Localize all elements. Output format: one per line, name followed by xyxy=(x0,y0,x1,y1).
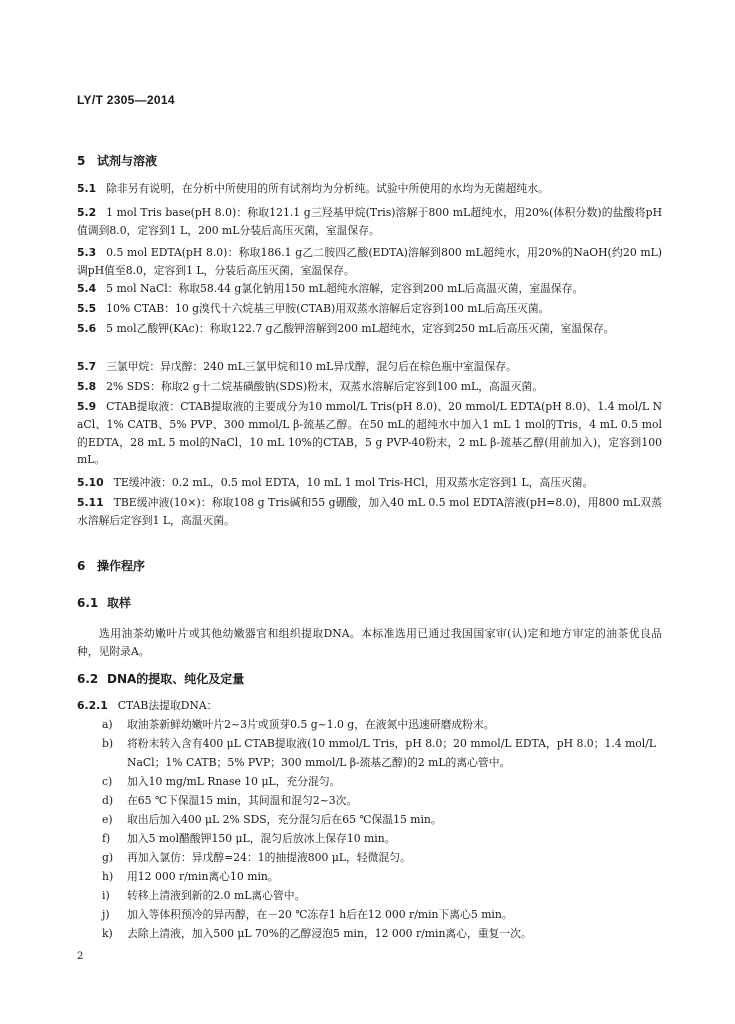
clause-5-3 xyxy=(77,244,662,280)
section-6-heading xyxy=(77,557,145,574)
step-text: 转移上清液到新的2.0 mL离心管中。 xyxy=(127,889,306,902)
clause-text: 10% CTAB：10 g溴代十六烷基三甲胺(CTAB)用双蒸水溶解后定容到100 mL后高压灭菌。 xyxy=(106,302,550,315)
clause-text: 三氯甲烷：异戊醇：240 mL三氯甲烷和10 mL异戊醇，混匀后在棕色瓶中室温保存。 xyxy=(106,360,517,373)
clause-number: 5.5 xyxy=(77,302,97,315)
subsection-number: 6.1 xyxy=(77,596,99,610)
clause-text: CTAB提取液：CTAB提取液的主要成分为10 mmol/L Tris(pH 8.0)、20 mmol/L EDTA(pH 8.0)、1.4 mol/L NaCl、1% CATB、5% PVP、300 mmol/L β-巯基乙醇。在50 mL的超纯水中加入1 mL 1 mol的Tris，4 mL 0.5 mol的EDTA，28 mL 5 mol的NaCl，10 mL 10%的CTAB，5 g PVP-40粉末，2 mL β-巯基乙醇(用前加入)，定容到100 mL。 xyxy=(77,400,662,467)
procedure-step xyxy=(77,715,662,734)
clause-5-11 xyxy=(77,494,662,530)
clause-text: 1 mol Tris base(pH 8.0)：称取121.1 g三羟基甲烷(Tris)溶解于800 mL超纯水，用20%(体积分数)的盐酸将pH值调到8.0，定容到1 L，200 mL分装后高压灭菌，室温保存。 xyxy=(77,206,662,237)
procedure-step xyxy=(77,867,662,886)
clause-text: CTAB法提取DNA： xyxy=(117,699,218,712)
clause-5-5 xyxy=(77,300,662,318)
procedure-step xyxy=(77,886,662,905)
step-letter: k) xyxy=(102,927,113,940)
clause-number: 5.10 xyxy=(77,476,104,489)
section-title: 试剂与溶液 xyxy=(97,154,158,168)
clause-number: 5.7 xyxy=(77,360,97,373)
subsection-6-2-heading xyxy=(77,670,244,687)
subsection-6-1-text: 选用油茶幼嫩叶片或其他幼嫩器官和组织提取DNA。本标准选用已通过我国国家审(认)定和地方审定的油茶优良品种，见附录A。 xyxy=(77,627,662,658)
section-5-heading xyxy=(77,152,157,169)
clause-text: TBE缓冲液(10×)：称取108 g Tris碱和55 g硼酸，加入40 mL 0.5 mol EDTA溶液(pH=8.0)，用800 mL双蒸水溶解后定容到1 L，高温灭菌。 xyxy=(77,496,662,527)
clause-text: 0.5 mol EDTA(pH 8.0)：称取186.1 g乙二胺四乙酸(EDTA)溶解到800 mL超纯水，用20%的NaOH(约20 mL)调pH值至8.0，定容到1 L，分装后高压灭菌，室温保存。 xyxy=(77,246,662,277)
clause-5-2 xyxy=(77,204,662,240)
step-letter: h) xyxy=(102,870,114,883)
step-text: 取油茶新鲜幼嫩叶片2~3片或顶芽0.5 g~1.0 g，在液氮中迅速研磨成粉末。 xyxy=(127,718,495,731)
clause-number: 5.3 xyxy=(77,246,97,259)
section-title: 操作程序 xyxy=(97,559,146,573)
clause-number: 5.8 xyxy=(77,380,97,393)
clause-6-2-1 xyxy=(77,697,662,715)
clause-text: TE缓冲液：0.2 mL，0.5 mol EDTA，10 mL 1 mol Tris-HCl，用双蒸水定容到1 L，高压灭菌。 xyxy=(113,476,594,489)
subsection-title: 取样 xyxy=(107,596,132,610)
step-text: 在65 ℃下保温15 min，其间温和混匀2~3次。 xyxy=(127,794,358,807)
clause-5-10 xyxy=(77,474,662,492)
standard-code-header: LY/T 2305—2014 xyxy=(77,93,175,107)
clause-5-6 xyxy=(77,320,662,338)
step-text: 将粉末转入含有400 μL CTAB提取液(10 mmol/L Tris，pH 8.0；20 mmol/L EDTA，pH 8.0；1.4 mol/L NaCl；1% CATB；5% PVP；300 mmol/L β-巯基乙醇)的2 mL的离心管中。 xyxy=(127,737,657,769)
clause-number: 5.6 xyxy=(77,322,97,335)
clause-text: 除非另有说明，在分析中所使用的所有试剂均为分析纯。试验中所使用的水均为无菌超纯水。 xyxy=(106,182,549,195)
clause-number: 5.11 xyxy=(77,496,104,509)
clause-5-7 xyxy=(77,358,662,376)
subsection-number: 6.2 xyxy=(77,672,99,686)
step-letter: d) xyxy=(102,794,114,807)
procedure-step xyxy=(77,924,662,943)
clause-number: 5.2 xyxy=(77,206,97,219)
step-text: 加入10 mg/mL Rnase 10 μL，充分混匀。 xyxy=(127,775,341,788)
step-letter: e) xyxy=(102,813,113,826)
procedure-step xyxy=(77,829,662,848)
step-text: 去除上清液，加入500 μL 70%的乙醇浸泡5 min，12 000 r/min离心，重复一次。 xyxy=(127,927,532,940)
clause-5-4 xyxy=(77,280,662,298)
step-letter: a) xyxy=(102,718,113,731)
subsection-title: DNA的提取、纯化及定量 xyxy=(107,672,245,686)
section-number: 6 xyxy=(77,559,86,573)
clause-number: 5.1 xyxy=(77,182,97,195)
step-text: 取出后加入400 μL 2% SDS，充分混匀后在65 ℃保温15 min。 xyxy=(127,813,442,826)
clause-text: 2% SDS：称取2 g十二烷基磺酸钠(SDS)粉末，双蒸水溶解后定容到100 mL，高温灭菌。 xyxy=(106,380,543,393)
step-letter: b) xyxy=(102,737,114,750)
procedure-step xyxy=(77,772,662,791)
step-letter: g) xyxy=(102,851,114,864)
section-number: 5 xyxy=(77,154,86,168)
procedure-step xyxy=(77,734,662,772)
clause-text: 5 mol乙酸钾(KAc)：称取122.7 g乙酸钾溶解到200 mL超纯水，定容到250 mL后高压灭菌，室温保存。 xyxy=(106,322,615,335)
clause-5-1 xyxy=(77,180,662,198)
step-letter: i) xyxy=(102,889,110,902)
procedure-step xyxy=(77,848,662,867)
ctab-procedure xyxy=(77,697,662,943)
clause-number: 6.2.1 xyxy=(77,699,108,712)
page-number: 2 xyxy=(77,951,84,962)
step-letter: c) xyxy=(102,775,113,788)
step-letter: j) xyxy=(102,908,110,921)
step-text: 加入5 mol醋酸钾150 μL，混匀后放冰上保存10 min。 xyxy=(127,832,396,845)
clause-5-8 xyxy=(77,378,662,396)
step-letter: f) xyxy=(102,832,111,845)
procedure-step xyxy=(77,791,662,810)
clause-5-9 xyxy=(77,398,662,469)
subsection-6-1-heading xyxy=(77,594,131,611)
clause-number: 5.4 xyxy=(77,282,97,295)
clause-number: 5.9 xyxy=(77,400,97,413)
procedure-step xyxy=(77,810,662,829)
step-text: 再加入氯仿：异戊醇=24：1的抽提液800 μL，轻微混匀。 xyxy=(127,851,411,864)
step-text: 用12 000 r/min离心10 min。 xyxy=(127,870,279,883)
clause-text: 5 mol NaCl：称取58.44 g氯化钠用150 mL超纯水溶解，定容到200 mL后高温灭菌，室温保存。 xyxy=(106,282,584,295)
procedure-step xyxy=(77,905,662,924)
step-text: 加入等体积预冷的异丙醇，在－20 ℃冻存1 h后在12 000 r/min下离心5 min。 xyxy=(127,908,513,921)
